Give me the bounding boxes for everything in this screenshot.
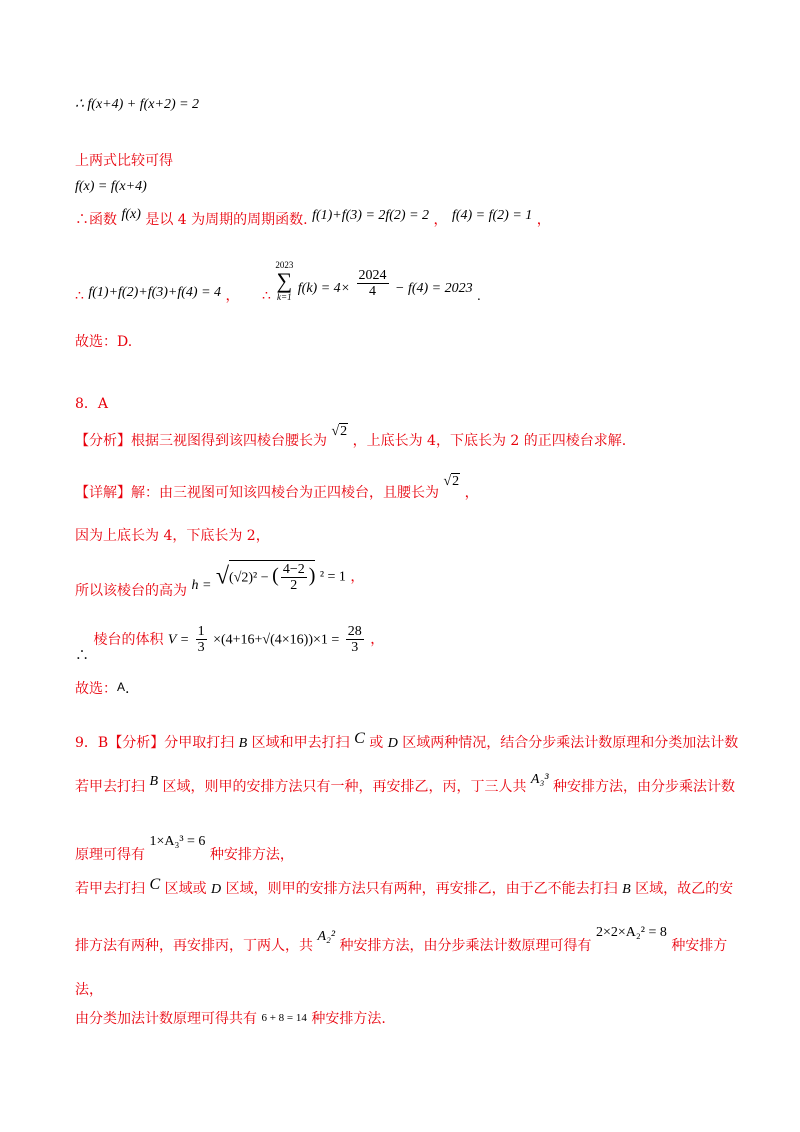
comma-2: ， [536,212,551,228]
comma-4: ， [350,568,365,585]
line-fa [75,981,103,999]
frac-1-3: $\frac{1}{3}$ [197,624,205,655]
line-volume [75,624,384,668]
formula-sqrt2-squared: (√2)² − [229,570,273,586]
answer-a: A [117,680,126,694]
line-f-sum [75,95,199,114]
perm-a22-1: A₂² [317,929,336,944]
sum-lower: k=1 [277,292,292,302]
line-sum [75,262,481,302]
text-analysis-a: 【分析】根据三视图得到该四棱台腰长为 [75,433,327,449]
text-analysis-b: ，上底长为 4，下底长为 2 的正四棱台求解. [352,433,627,449]
line-compare [75,152,173,170]
text-volume: 棱台的体积 [93,631,164,648]
text-case-b-c: 种安排方法，由分步乘法计数 [553,779,735,795]
formula-sum-pre: f(k) = 4× [297,280,351,296]
line-q8-detail [75,472,479,501]
formula-v: V = [167,632,190,648]
text-detail-a: 【详解】解：由三视图可知该四棱台为正四棱台，且腰长为 [75,485,439,501]
formula-f4: f(4) = f(2) = 1 [451,208,533,223]
var-c-2: C [149,876,161,893]
line-total [75,1010,386,1029]
line-q8-analysis [75,422,626,448]
var-b-2: B [149,774,159,789]
text-detail-b: ， [464,485,479,501]
line-choose-d [75,333,132,351]
formula-fx: f(x) [121,207,141,222]
text-function: ∴函数 [75,212,117,228]
formula-6-8-14: 6 + 8 = 14 [261,1012,307,1024]
text-case-b-a: 若甲去打扫 [75,779,145,795]
formula-fx4-fx2: ∴ f(x+4) + f(x+2) = 2 [75,97,200,112]
line-height: 所以该棱台的高为 h = √(√2)² − ( $\frac{4-2}{2}$ ) ² = 1 ， [75,562,365,599]
text-q9-c: 或 [369,735,384,751]
text-q9-d: 区域两种情况，结合分步乘法计数原理和分类加法计数 [402,735,739,751]
sqrt-2-b: √2 [443,474,460,489]
formula-f1-f3: f(1)+f(3) = 2f(2) = 2 [312,208,430,223]
var-d-1: D [387,736,398,751]
text-case-b-result-a: 原理可得有 [75,847,145,863]
comma-1: ， [433,212,448,228]
therefore-2: ∴ [261,287,271,304]
sum-upper: 2023 [275,260,294,270]
formula-sum-post: − f(4) = 2023 [395,280,473,296]
text-choose: 故选： [75,681,117,697]
text-period: 是以 4 为周期的周期函数. [145,212,308,228]
formula-fx-equal: f(x) = f(x+4) [75,179,147,194]
text-cd-result-a: 排方法有两种，再安排丙，丁两人，共 [75,938,313,954]
line-case-cd [75,876,734,906]
line-case-b-result [75,832,294,862]
period-1: . [477,288,481,304]
formula-1xa33: 1×A₃³ = 6 [149,834,206,849]
text-compare: 上两式比较可得 [75,153,173,169]
text-cd-result-b: 种安排方法，由分步乘法计数原理可得有 [339,938,592,954]
formula-volume-body: ×(4+16+√(4×16))×1 = [213,632,340,648]
sqrt-2-a: √2 [331,424,348,439]
formula-2x2xa22: 2×2×A₂² = 8 [595,925,667,940]
line-period [75,207,551,237]
line-q9-analysis [75,730,739,760]
frac-4minus2-2: $\frac{4-2}{2}$ [282,562,305,593]
var-c-1: C [354,730,365,747]
sum-symbol: 2023 ∑ k=1 [275,260,294,302]
text-q9-b: 区域和甲去打扫 [251,735,350,751]
text-base-lengths: 因为上底长为 4，下底长为 2， [75,528,270,544]
text-case-b-b: 区域，则甲的安排方法只有一种，再安排乙，丙，丁三人共 [162,779,527,795]
frac-28-3: $\frac{28}{3}$ [347,624,362,655]
text-case-cd-c: 区域，则甲的安排方法只有两种，再安排乙，由于乙不能去打扫 [225,881,618,897]
comma-5: ， [370,631,385,648]
therefore-1: ∴ [75,287,84,304]
var-b-3: B [622,882,631,897]
formula-height-eq: ² = 1 [319,569,346,585]
text-height: 所以该棱台的高为 [75,582,187,599]
text-case-cd-b: 区域或 [164,881,207,897]
text-total-a: 由分类加法计数原理可得共有 [75,1011,257,1027]
text-case-cd-d: 区域，故乙的安 [635,881,734,897]
var-b-1: B [238,736,248,751]
text-total-b: 种安排方法. [311,1011,386,1027]
formula-f-sum4: f(1)+f(2)+f(3)+f(4) = 4 [88,284,222,300]
text-cd-result-c: 种安排方 [671,938,728,954]
line-fx-equal [75,177,147,196]
text-case-b-result-b: 种安排方法， [209,847,294,863]
therefore-3: ∴ [75,647,89,664]
text-choose-d: 故选：D. [75,334,133,350]
text-case-cd-a: 若甲去打扫 [75,881,145,897]
text-fa: 法， [75,982,103,998]
line-q8-answer [75,395,108,413]
line-case-b [75,770,735,800]
formula-h: h = [191,577,212,593]
period-2: . [125,681,130,697]
comma-3: ， [225,287,240,304]
perm-a33-1: A₃³ [530,772,549,787]
var-d-2: D [211,882,222,897]
line-base-lengths [75,527,270,545]
frac-2024-4: $\frac{2024}{4}$ [358,268,387,299]
text-q9-a: 9．B【分析】分甲取打扫 [75,735,235,751]
text-q8-answer: 8．A [75,396,109,412]
line-choose-a [75,680,129,698]
line-case-cd-result [75,923,727,953]
